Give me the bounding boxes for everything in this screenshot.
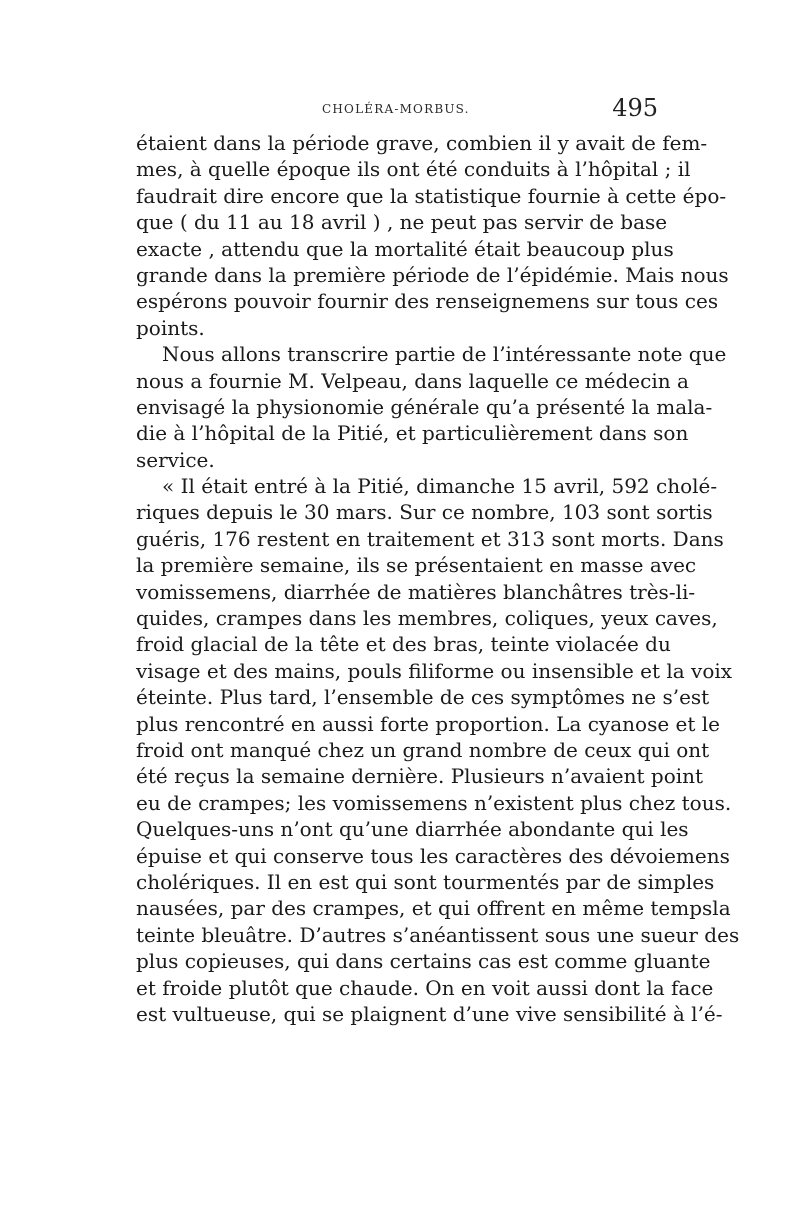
text-line: éteinte. Plus tard, l’ensemble de ces symptômes ne s’est <box>136 685 710 710</box>
text-line: plus copieuses, qui dans certains cas est comme gluante <box>136 949 711 974</box>
text-line: Quelques-uns n’ont qu’une diarrhée abondante qui les <box>136 817 689 842</box>
text-line: riques depuis le 30 mars. Sur ce nombre, 103 sont sortis <box>136 500 713 525</box>
text-line: eu de crampes; les vomissemens n’existent plus chez tous. <box>136 790 732 815</box>
text-line: quides, crampes dans les membres, coliques, yeux caves, <box>136 606 718 631</box>
text-line: « Il était entré à la Pitié, dimanche 15 avril, 592 cholé- <box>162 474 718 499</box>
text-line: service. <box>136 447 215 472</box>
text-line: nous a fournie M. Velpeau, dans laquelle ce médecin a <box>136 368 689 393</box>
text-line: froid glacial de la tête et des bras, teinte violacée du <box>136 632 671 657</box>
text-line: envisagé la physionomie générale qu’a présenté la mala- <box>136 394 713 419</box>
running-head: CHOLÉRA-MORBUS. <box>322 102 470 116</box>
text-line: froid ont manqué chez un grand nombre de ceux qui ont <box>136 737 710 762</box>
text-line: Nous allons transcrire partie de l’intéressante note que <box>162 342 727 367</box>
text-line: la première semaine, ils se présentaient en masse avec <box>136 553 697 578</box>
text-line: espérons pouvoir fournir des renseignemens sur tous ces <box>136 289 719 314</box>
text-line: été reçus la semaine dernière. Plusieurs n’avaient point <box>136 764 704 789</box>
text-line: vomissemens, diarrhée de matières blanchâtres très-li- <box>136 579 696 604</box>
text-line: mes, à quelle époque ils ont été conduits à l’hôpital ; il <box>136 157 691 182</box>
text-line: est vultueuse, qui se plaignent d’une vive sensibilité à l’é- <box>136 1001 723 1026</box>
text-line: grande dans la première période de l’épidémie. Mais nous <box>136 262 729 287</box>
body-text <box>136 130 740 1027</box>
text-line: cholériques. Il en est qui sont tourmentés par de simples <box>136 869 715 894</box>
text-line: die à l’hôpital de la Pitié, et particulièrement dans son <box>136 421 689 446</box>
text-line: exacte , attendu que la mortalité était beaucoup plus <box>136 236 674 261</box>
page-header <box>136 94 658 124</box>
page-number: 495 <box>612 94 658 122</box>
text-line: points. <box>136 315 205 340</box>
text-line: nausées, par des crampes, et qui offrent en même tempsla <box>136 896 731 921</box>
text-line: teinte bleuâtre. D’autres s’anéantissent sous une sueur des <box>136 922 740 947</box>
text-line: faudrait dire encore que la statistique fournie à cette épo- <box>136 183 727 208</box>
text-line: et froide plutôt que chaude. On en voit aussi dont la face <box>136 975 714 1000</box>
text-line: que ( du 11 au 18 avril ) , ne peut pas servir de base <box>136 210 668 235</box>
text-line: épuise et qui conserve tous les caractères des dévoiemens <box>136 843 730 868</box>
text-line: visage et des mains, pouls filiforme ou insensible et la voix <box>136 658 733 683</box>
text-line: plus rencontré en aussi forte proportion. La cyanose et le <box>136 711 720 736</box>
text-line: étaient dans la période grave, combien il y avait de fem- <box>136 131 708 155</box>
text-line: guéris, 176 restent en traitement et 313 sont morts. Dans <box>136 526 724 551</box>
